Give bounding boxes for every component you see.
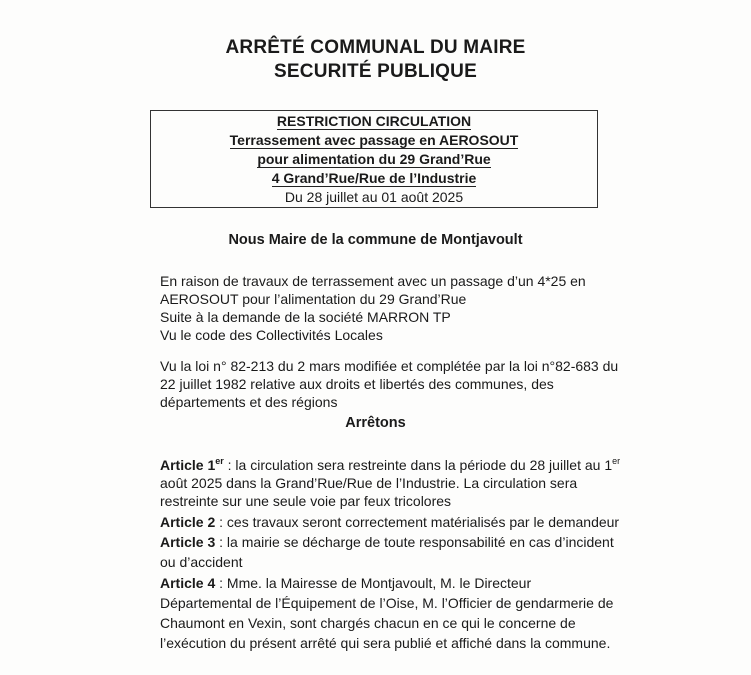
article-3-label: Article 3 xyxy=(160,534,216,550)
document-subtitle: SECURITÉ PUBLIQUE xyxy=(274,61,477,82)
box-heading: RESTRICTION CIRCULATION xyxy=(276,113,472,129)
mayor-intro: Nous Maire de la commune de Montjavoult xyxy=(228,232,523,248)
article-3-line: ou d’accident xyxy=(160,554,243,570)
restriction-box xyxy=(150,110,598,208)
article-1-line: août 2025 dans la Grand’Rue/Rue de l’Industrie. La circulation sera xyxy=(160,475,578,491)
article-4-line: Article 4 : Mme. la Mairesse de Montjavoult, M. le Directeur xyxy=(160,575,532,591)
box-line-location: 4 Grand’Rue/Rue de l’Industrie xyxy=(271,170,477,186)
article-2-line: Article 2 : ces travaux seront correctement matérialisés par le demandeur xyxy=(160,514,620,530)
article-4-line: Départemental de l’Équipement de l’Oise, M. l’Officier de gendarmerie de xyxy=(160,595,614,611)
consideration-line: départements et des régions xyxy=(160,394,338,410)
consideration-line: 22 juillet 1982 relative aux droits et libertés des communes, des xyxy=(160,376,554,392)
box-line-dates: Du 28 juillet au 01 août 2025 xyxy=(284,189,464,205)
article-4-line: l’exécution du présent arrêté qui sera publié et affiché dans la commune. xyxy=(160,635,611,651)
box-line-work: Terrassement avec passage en AEROSOUT xyxy=(229,132,519,148)
article-1-line: Article 1er : la circulation sera restreinte dans la période du 28 juillet au 1er xyxy=(160,456,621,473)
article-1-line: restreinte sur une seule voie par feux tricolores xyxy=(160,493,452,509)
article-2-label: Article 2 xyxy=(160,514,216,530)
consideration-line: En raison de travaux de terrassement avec un passage d’un 4*25 en xyxy=(160,273,586,289)
box-line-purpose: pour alimentation du 29 Grand’Rue xyxy=(257,151,491,167)
arretons-heading: Arrêtons xyxy=(345,415,406,431)
article-1-label: Article 1er xyxy=(160,456,224,473)
document-title: ARRÊTÉ COMMUNAL DU MAIRE xyxy=(225,37,526,58)
article-3-line: Article 3 : la mairie se décharge de toute responsabilité en cas d’incident xyxy=(160,534,614,550)
consideration-line: Vu la loi n° 82-213 du 2 mars modifiée et complétée par la loi n°82-683 du xyxy=(160,358,619,374)
article-4-line: Chaumont en Vexin, sont chargés chacun en ce qui le concerne de xyxy=(160,615,576,631)
consideration-line: Suite à la demande de la société MARRON TP xyxy=(160,309,451,325)
article-4-label: Article 4 xyxy=(160,575,216,591)
consideration-line: Vu le code des Collectivités Locales xyxy=(160,327,383,343)
consideration-line: AEROSOUT pour l’alimentation du 29 Grand’Rue xyxy=(160,291,467,307)
